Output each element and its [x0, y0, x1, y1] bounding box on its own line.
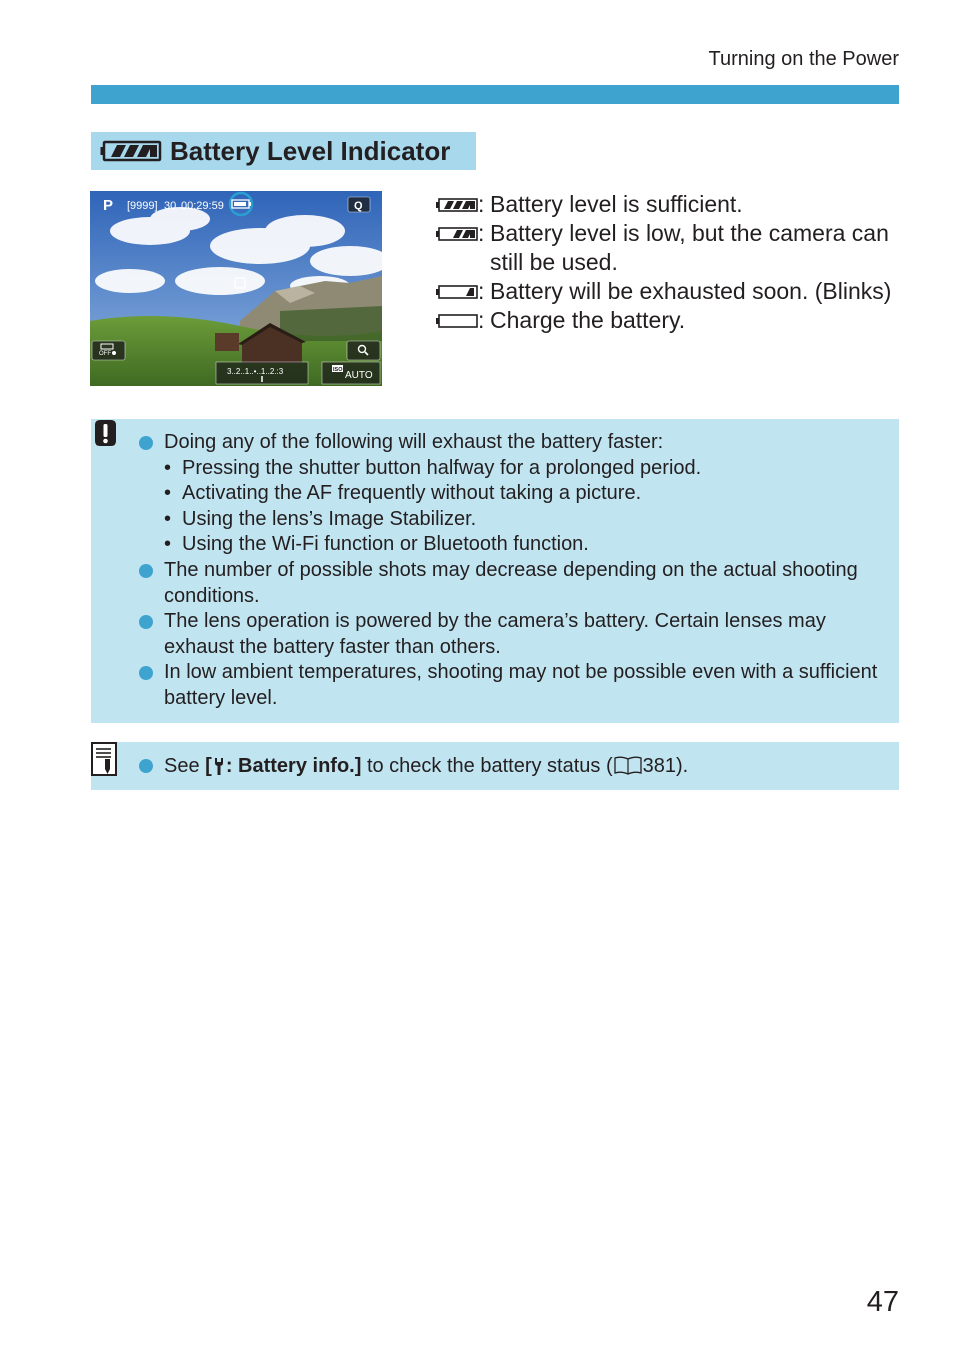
note-middle: to check the battery status (	[361, 755, 613, 777]
timer-readout: 00:29:59	[181, 200, 224, 212]
caution-sub-item: • Activating the AF frequently without taking a picture.	[138, 481, 890, 507]
note-prefix: See	[164, 755, 206, 777]
page-number: 47	[866, 1286, 899, 1318]
value-readout: 30	[164, 200, 177, 212]
exposure-scale: 3..2..1..•..1..2.:3	[227, 367, 284, 376]
wrench-icon	[212, 757, 226, 775]
section-title	[91, 132, 476, 170]
battery-empty-icon	[436, 314, 478, 328]
camera-screen-illustration	[90, 191, 382, 386]
off-label: OFF	[99, 351, 111, 357]
battery-full-icon	[100, 140, 162, 162]
note-bracket: [	[205, 755, 212, 777]
battery-level-list	[436, 190, 906, 335]
menu-label: : Battery info.]	[225, 755, 362, 777]
level-colon: :	[478, 307, 485, 333]
caution-item: The lens operation is powered by the camera’s battery. Certain lenses may exhaust the battery faster than others.	[138, 609, 890, 660]
level-description: Battery level is low, but the camera can still be used.	[490, 220, 889, 275]
note-box	[91, 742, 899, 790]
battery-level-low	[436, 219, 906, 277]
level-description: Battery level is sufficient.	[490, 191, 743, 217]
caution-sub-item: • Using the Wi-Fi function or Bluetooth function.	[138, 532, 890, 558]
level-description: Battery will be exhausted soon. (Blinks)	[490, 278, 892, 304]
page-reference: 381).	[642, 755, 689, 777]
section-title-text: Battery Level Indicator	[170, 135, 451, 166]
caution-item: In low ambient temperatures, shooting may not be possible even with a sufficient battery level.	[138, 660, 890, 711]
level-description: Charge the battery.	[490, 307, 686, 333]
caution-item: The number of possible shots may decrease depending on the actual shooting conditions.	[138, 558, 890, 609]
level-colon: :	[478, 220, 485, 246]
battery-full-icon	[436, 198, 478, 212]
caution-icon	[91, 419, 121, 451]
battery-exhausted-icon	[436, 285, 478, 299]
book-icon	[613, 755, 643, 775]
battery-level-exhausted-soon	[436, 277, 906, 306]
level-colon: :	[478, 278, 485, 304]
q-button-label: Q	[354, 200, 363, 212]
running-head: Turning on the Power	[708, 48, 899, 70]
caution-sub-item: • Pressing the shutter button halfway for a prolonged period.	[138, 456, 890, 482]
iso-value: AUTO	[345, 370, 373, 381]
level-colon: :	[478, 191, 485, 217]
shots-readout: [9999]	[127, 200, 158, 212]
note-item	[138, 753, 688, 779]
memo-icon	[91, 742, 119, 778]
battery-level-empty	[436, 306, 906, 335]
mode-label: P	[103, 197, 114, 214]
caution-sub-item: • Using the lens’s Image Stabilizer.	[138, 507, 890, 533]
caution-box	[91, 419, 899, 723]
battery-level-sufficient	[436, 190, 906, 219]
battery-low-icon	[436, 227, 478, 241]
caution-item: Doing any of the following will exhaust the battery faster:	[138, 430, 890, 456]
iso-label: ISO	[333, 367, 343, 373]
header-bar	[91, 85, 899, 104]
